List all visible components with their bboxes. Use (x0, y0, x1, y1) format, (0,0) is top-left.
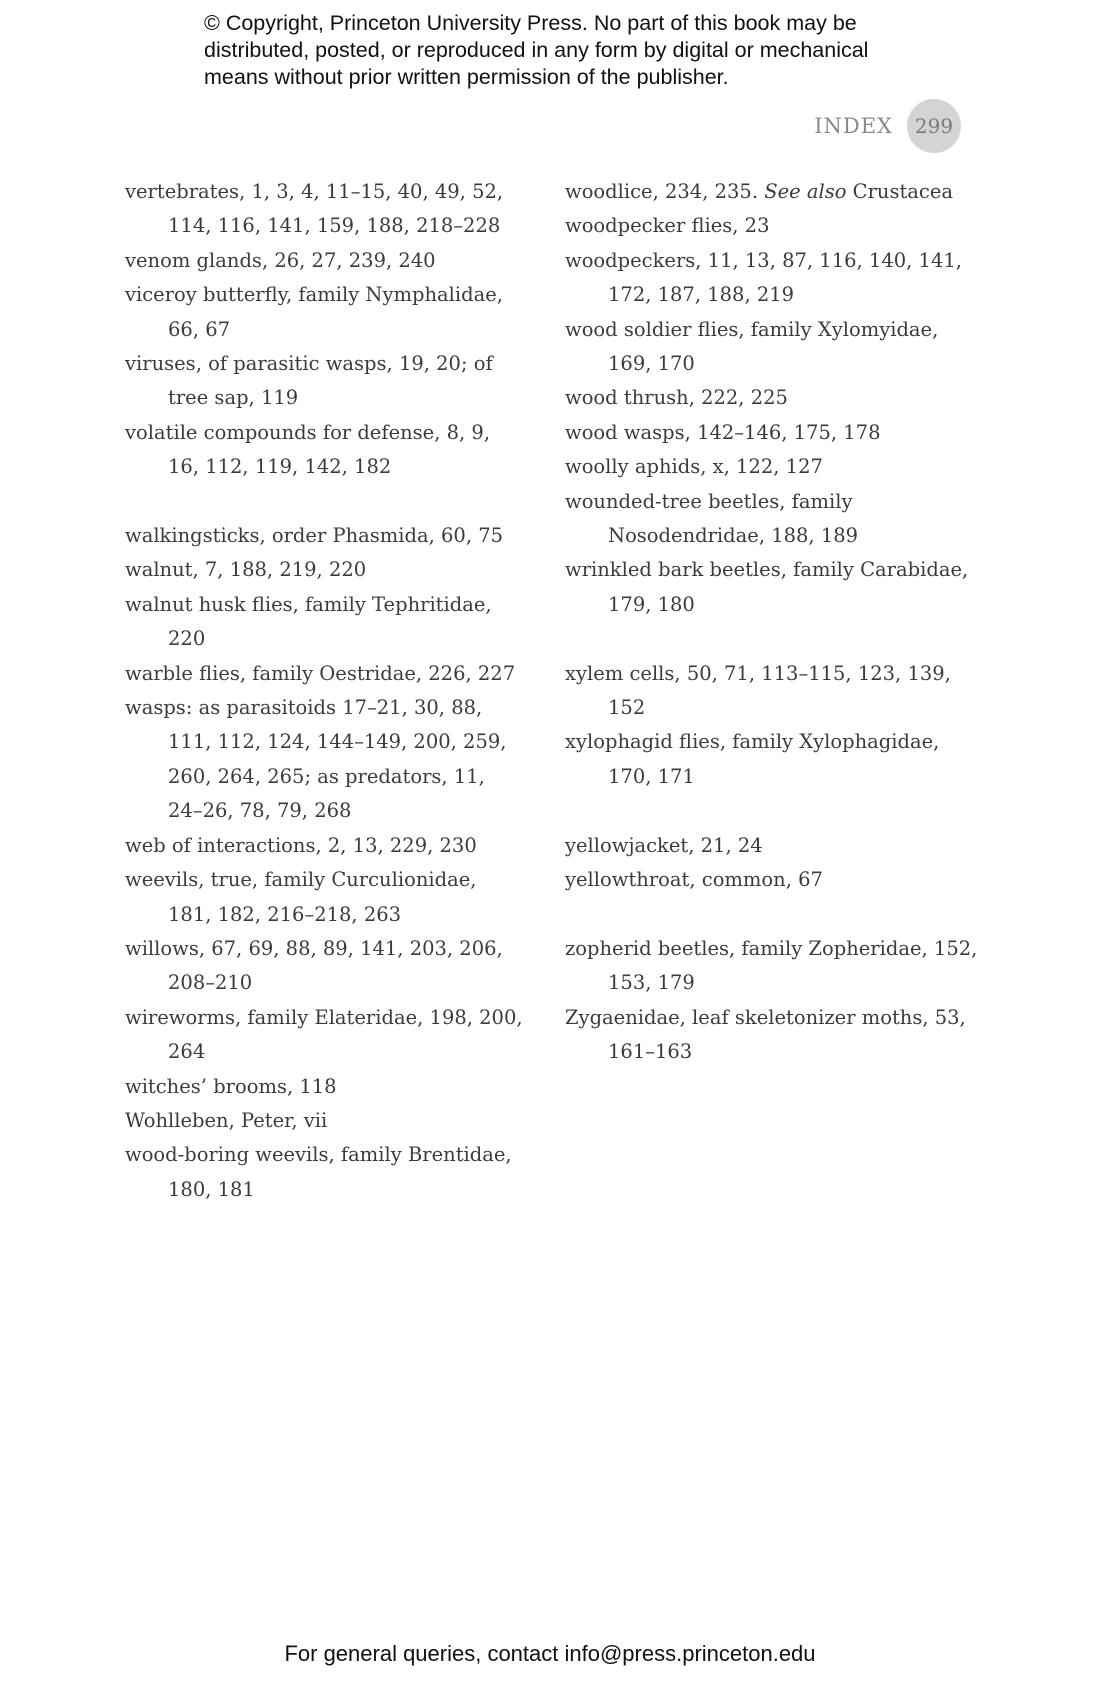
index-entry: zopherid beetles, family Zopheridae, 152, 153, 179 (565, 936, 978, 995)
index-column-left (125, 175, 525, 1207)
index-entry: web of interactions, 2, 13, 229, 230 (125, 833, 477, 857)
index-entry: wasps: as parasitoids 17–21, 30, 88, 111, 112, 124, 144–149, 200, 259, 260, 264, 265; as predators, 11, 24–26, 78, 79, 268 (125, 696, 507, 823)
index-column-right (565, 175, 980, 1070)
index-entry: yellowthroat, common, 67 (565, 868, 823, 892)
index-entry: warble flies, family Oestridae, 226, 227 (125, 661, 516, 685)
index-entry: walkingsticks, order Phasmida, 60, 75 (125, 524, 504, 548)
index-entry: wounded-tree beetles, family Nosodendridae, 188, 189 (565, 489, 859, 548)
index-entry: Wohlleben, Peter, vii (125, 1108, 328, 1132)
cross-reference-label: See also (764, 180, 847, 203)
index-entry: wood soldier flies, family Xylomyidae, 169, 170 (565, 317, 939, 376)
index-entry: wood-boring weevils, family Brentidae, 180, 181 (125, 1143, 512, 1201)
index-entry: wood thrush, 222, 225 (565, 386, 788, 410)
index-entry: woodpeckers, 11, 13, 87, 116, 140, 141, 172, 187, 188, 219 (565, 248, 962, 307)
index-entry: wrinkled bark beetles, family Carabidae, 179, 180 (565, 558, 969, 616)
index-entry: wireworms, family Elateridae, 198, 200, 264 (125, 1005, 523, 1064)
index-entry: xylem cells, 50, 71, 113–115, 123, 139, 152 (565, 661, 951, 720)
copyright-notice: © Copyright, Princeton University Press. No part of this book may be distributed, posted, or reproduced in any form by digital or mechanical means without prior written permission of the publisher. (204, 11, 869, 89)
index-entry: weevils, true, family Curculionidae, 181, 182, 216–218, 263 (125, 868, 477, 926)
index-entry: wood wasps, 142–146, 175, 178 (565, 420, 881, 444)
index-entry: viruses, of parasitic wasps, 19, 20; of tree sap, 119 (125, 352, 493, 410)
index-entry: woodpecker flies, 23 (565, 214, 770, 238)
index-entry: venom glands, 26, 27, 239, 240 (125, 248, 436, 272)
running-head (814, 99, 961, 153)
index-entry: witches’ brooms, 118 (125, 1074, 337, 1098)
footer-contact: For general queries, contact info@press.princeton.edu (284, 1641, 816, 1666)
letter-group-gap (565, 622, 980, 656)
index-entry: volatile compounds for defense, 8, 9, 16, 112, 119, 142, 182 (125, 420, 491, 479)
index-entry: willows, 67, 69, 88, 89, 141, 203, 206, 208–210 (125, 936, 503, 995)
letter-group-gap (565, 794, 980, 828)
index-entry: walnut husk flies, family Tephritidae, 220 (125, 592, 492, 651)
index-entry: xylophagid flies, family Xylophagidae, 170, 171 (565, 730, 940, 788)
letter-group-gap (125, 485, 525, 519)
index-entry: walnut, 7, 188, 219, 220 (125, 558, 367, 582)
index-entry: viceroy butterfly, family Nymphalidae, 66, 67 (125, 283, 503, 341)
page-number-badge: 299 (907, 99, 961, 153)
section-label: INDEX (814, 114, 893, 138)
letter-group-gap (565, 898, 980, 932)
index-entry: yellowjacket, 21, 24 (565, 833, 763, 857)
index-entry: woolly aphids, x, 122, 127 (565, 455, 823, 479)
index-entry: Zygaenidae, leaf skeletonizer moths, 53, 161–163 (565, 1005, 966, 1064)
index-entry: vertebrates, 1, 3, 4, 11–15, 40, 49, 52, 114, 116, 141, 159, 188, 218–228 (125, 180, 504, 238)
index-entry: woodlice, 234, 235. See also Crustacea (565, 180, 954, 203)
